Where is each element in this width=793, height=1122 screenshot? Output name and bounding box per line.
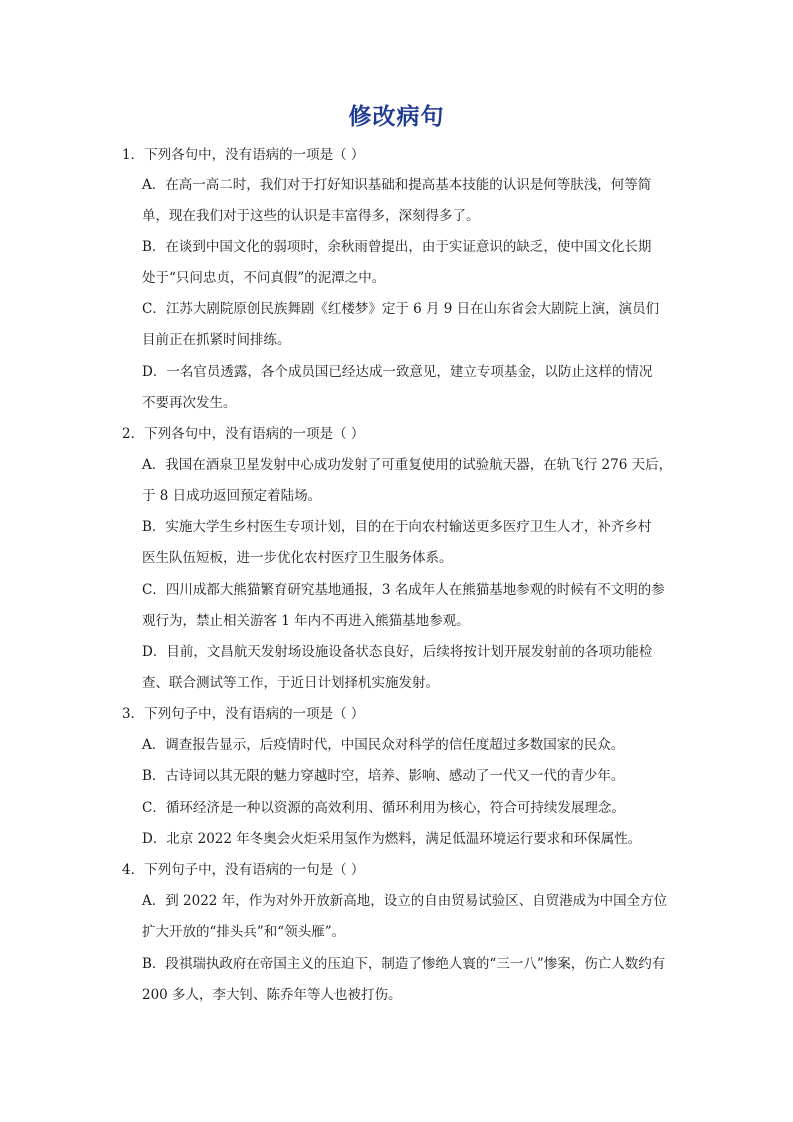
question-3-stem: 3．下列句子中，没有语病的一项是（ ） [122,706,365,722]
question-2-option-a-line-2: 于 8 日成功返回预定着陆场。 [142,488,322,504]
question-2-option-c-line-1: C．四川成都大熊猫繁育研究基地通报，3 名成年人在熊猫基地参观的时候有不文明的参 [142,582,665,598]
question-2-option-d-line-2: 查、联合测试等工作，于近日计划择机实施发射。 [142,675,439,691]
question-4-option-b-line-1: B．段祺瑞执政府在帝国主义的压迫下，制造了惨绝人寰的“三一八”惨案，伤亡人数约有 [142,956,666,972]
question-3-option-a: A．调查报告显示，后疫情时代，中国民众对科学的信任度超过多数国家的民众。 [142,737,625,753]
question-2-option-c-line-2: 观行为，禁止相关游客 1 年内不再进入熊猫基地参观。 [142,613,470,629]
question-1-option-b-line-1: B．在谈到中国文化的弱项时，余秋雨曾提出，由于实证意识的缺乏，使中国文化长期 [142,239,652,255]
question-2-option-b-line-2: 医生队伍短板，进一步优化农村医疗卫生服务体系。 [142,550,453,566]
question-1-stem: 1．下列各句中，没有语病的一项是（ ） [122,147,365,163]
question-2-option-a-line-1: A．我国在酒泉卫星发射中心成功发射了可重复使用的试验航天器，在轨飞行 276 天后， [142,457,673,473]
question-2-stem: 2．下列各句中，没有语病的一项是（ ） [122,426,365,442]
question-1-option-d-line-2: 不要再次发生。 [142,395,237,411]
page-title: 修改病句 [348,104,445,130]
question-1-option-b-line-2: 处于“只问忠贞，不问真假”的泥潭之中。 [142,270,386,286]
question-1-option-d-line-1: D．一名官员透露，各个成员国已经达成一致意见，建立专项基金，以防止这样的情况 [142,364,653,380]
question-2-option-b-line-1: B．实施大学生乡村医生专项计划，目的在于向农村输送更多医疗卫生人才，补齐乡村 [142,519,652,535]
question-4-option-b-line-2: 200 多人，李大钊、陈乔年等人也被打伤。 [142,987,402,1003]
question-3-option-b: B．古诗词以其无限的魅力穿越时空，培养、影响、感动了一代又一代的青少年。 [142,768,625,784]
question-3-option-c: C．循环经济是一种以资源的高效利用、循环利用为核心，符合可持续发展理念。 [142,800,625,816]
question-1-option-a-line-2: 单，现在我们对于这些的认识是丰富得多，深刻得多了。 [142,208,480,224]
question-3-option-d: D．北京 2022 年冬奥会火炬采用氢作为燃料，满足低温环境运行要求和环保属性。 [142,831,642,847]
question-4-option-a-line-1: A．到 2022 年，作为对外开放新高地，设立的自由贸易试验区、自贸港成为中国全方位 [142,893,668,909]
question-1-option-c-line-1: C．江苏大剧院原创民族舞剧《红楼梦》定于 6 月 9 日在山东省会大剧院上演，演员们 [142,301,660,317]
question-4-stem: 4．下列句子中，没有语病的一句是（ ） [122,862,365,878]
question-4-option-a-line-2: 扩大开放的“排头兵”和“领头雁”。 [142,924,346,940]
question-2-option-d-line-1: D．目前，文昌航天发射场设施设备状态良好，后续将按计划开展发射前的各项功能检 [142,644,653,660]
question-1-option-c-line-2: 目前正在抓紧时间排练。 [142,332,291,348]
question-1-option-a-line-1: A．在高一高二时，我们对于打好知识基础和提高基本技能的认识是何等肤浅，何等简 [142,177,652,193]
